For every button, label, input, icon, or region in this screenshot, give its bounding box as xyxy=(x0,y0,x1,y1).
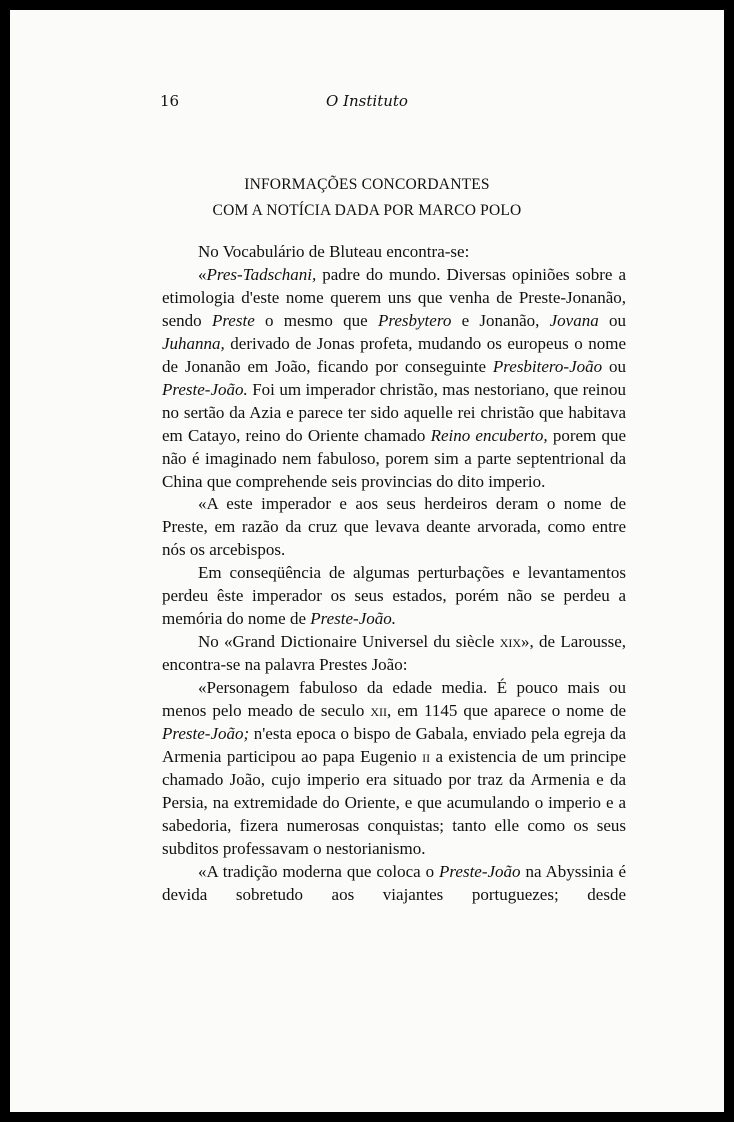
paragraph xyxy=(162,264,626,494)
italic-text: Juhanna, xyxy=(162,333,225,353)
text-run: padre do mundo. Diversas opiniões sobre a etimologia d'este nome querem uns que venha de Preste-Jonanão, sendo xyxy=(162,264,626,330)
text-run: No «Grand Dictionaire Universel du siècle xyxy=(198,632,500,652)
text-run: « xyxy=(198,264,207,284)
text-run: Foi um imperador christão, mas nestoriano, que reinou no sertão da Azia e parece ter sido aquelle rei christão que habitava em Catayo, reino do Oriente chamado xyxy=(162,379,626,445)
italic-text: Preste xyxy=(211,310,255,330)
book-page xyxy=(10,10,724,1112)
text-run: a existencia de um principe chamado João, cujo imperio era situado por traz da Armenia e da Persia, na extremidade do Oriente, e que acumulando o imperio e a sabedoria, fizera numerosas conquistas; tanto elle como os seus subditos professavam o nestorianismo. xyxy=(162,746,627,858)
text-run: «A este imperador e aos seus herdeiros deram o nome de Preste, em razão da cruz que levava deante arvorada, como entre nós os arcebispos. xyxy=(162,494,626,560)
running-title: O Instituto xyxy=(326,92,408,110)
text-run: No Vocabulário de Bluteau encontra-se: xyxy=(198,242,470,261)
roman-numeral: xix xyxy=(499,632,522,652)
italic-text: Presbitero-João xyxy=(492,356,603,376)
section-title-line-1: INFORMAÇÕES CONCORDANTES xyxy=(244,176,490,193)
paragraph xyxy=(162,677,626,861)
text-run: Em conseqüência de algumas perturbações e levantamentos perdeu êste imperador os seus estados, porém não se perdeu a memória do nome de xyxy=(162,563,626,629)
italic-text: Preste-João; xyxy=(162,724,250,744)
paragraph xyxy=(162,562,626,631)
text-run: «Personagem fabuloso da edade media. É pouco mais ou menos pelo meado de seculo xyxy=(162,678,626,721)
paragraph xyxy=(162,631,626,677)
text-run: ou xyxy=(602,356,626,376)
page-number: 16 xyxy=(160,92,180,110)
text-run: «A tradição moderna que coloca o xyxy=(198,861,440,881)
body-text xyxy=(162,241,626,907)
section-title-line-2: COM A NOTÍCIA DADA POR MARCO POLO xyxy=(212,202,522,219)
italic-text: Jovana xyxy=(549,310,599,330)
paragraph xyxy=(162,241,626,264)
paragraph xyxy=(162,861,626,907)
text-run: na Abyssinia é devida sobretudo aos viajantes portuguezes; desde xyxy=(162,861,627,904)
italic-text: Presbytero xyxy=(377,310,452,330)
section-title xyxy=(10,172,724,224)
text-run: porem que não é imaginado nem fabuloso, porem sim a parte septentrional da China que comprehende seis provincias do dito imperio. xyxy=(162,425,626,491)
italic-text: Reino encuberto, xyxy=(430,425,548,445)
page-header xyxy=(10,92,724,112)
italic-text: Preste-João. xyxy=(310,609,397,629)
italic-text: Pres-Tadschani, xyxy=(206,264,317,284)
roman-numeral: ii xyxy=(422,746,431,766)
italic-text: Preste-João. xyxy=(162,379,248,399)
roman-numeral: xii xyxy=(370,701,388,721)
text-run: o mesmo que xyxy=(254,310,378,330)
text-run: ou xyxy=(598,310,627,330)
text-run: n'esta epoca o bispo de Gabala, enviado pela egreja da Armenia participou ao papa Eugenio xyxy=(162,724,626,766)
paragraph xyxy=(162,493,626,562)
text-run: », de Larousse, encontra-se na palavra Prestes João: xyxy=(162,632,626,675)
text-run: , em 1145 que aparece o nome de xyxy=(387,701,626,721)
italic-text: Preste-João xyxy=(439,861,521,881)
text-run: derivado de Jonas profeta, mudando os europeus o nome de Jonanão em João, ficando por conseguinte xyxy=(162,333,626,376)
text-run: e Jonanão, xyxy=(451,310,550,330)
